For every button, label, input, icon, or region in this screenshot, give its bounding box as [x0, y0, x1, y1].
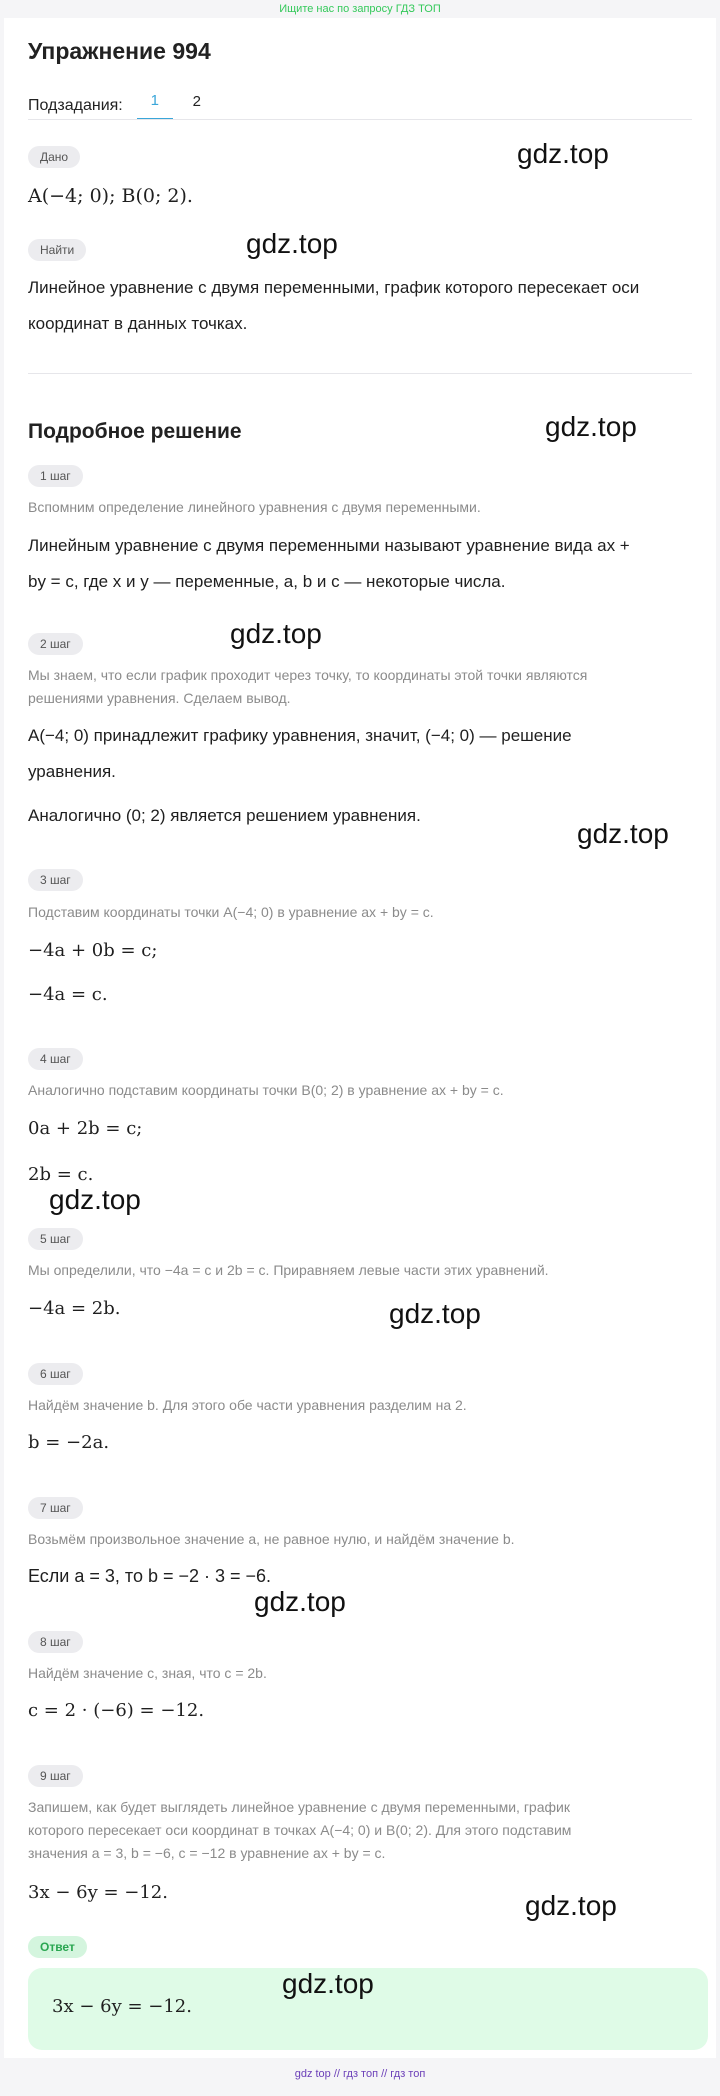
answer-label: Ответ — [28, 1936, 87, 1958]
step-2-line1: A(−4; 0) принадлежит графику уравнения, значит, (−4; 0) — решение — [28, 726, 572, 745]
find-label: Найти — [28, 239, 86, 261]
step-1-hint: Вспомним определение линейного уравнения с двумя переменными. — [28, 499, 481, 515]
step-1-line1: Линейным уравнение с двумя переменными называют уравнение вида ax + — [28, 536, 630, 555]
step-4-label: 4 шаг — [28, 1048, 83, 1070]
subtasks-label: Подзадания: — [28, 97, 123, 114]
subtask-tab-1[interactable]: 1 — [137, 92, 173, 120]
watermark: gdz.top — [49, 1184, 141, 1215]
footer-links[interactable]: gdz top // гдз топ // гдз топ — [294, 2068, 426, 2080]
step-3-eq2: −4a = c. — [28, 984, 108, 1005]
step-5-eq1: −4a = 2b. — [28, 1298, 121, 1319]
step-2-line3: Аналогично (0; 2) является решением уравнения. — [28, 806, 421, 825]
step-8-eq1: c = 2 · (−6) = −12. — [28, 1700, 205, 1721]
watermark: gdz.top — [525, 1890, 617, 1921]
step-8-label: 8 шаг — [28, 1631, 83, 1653]
subtasks-bar — [28, 92, 221, 120]
watermark: gdz.top — [246, 228, 338, 259]
step-9-eq1: 3x − 6y = −12. — [28, 1882, 168, 1903]
step-9-label: 9 шаг — [28, 1765, 83, 1787]
step-8-hint: Найдём значение c, зная, что c = 2b. — [28, 1665, 267, 1681]
exercise-card — [4, 18, 716, 2058]
watermark: gdz.top — [230, 618, 322, 649]
section-divider — [28, 373, 692, 374]
step-4-eq2: 2b = c. — [28, 1164, 94, 1185]
step-2-label: 2 шаг — [28, 633, 83, 655]
subtask-tab-2[interactable]: 2 — [192, 93, 201, 110]
step-7-hint: Возьмём произвольное значение a, не равное нулю, и найдём значение b. — [28, 1531, 515, 1547]
watermark: gdz.top — [254, 1586, 346, 1617]
step-9-hint-line2: которого пересекает оси координат в точках A(−4; 0) и B(0; 2). Для этого подставим — [28, 1822, 572, 1838]
step-4-eq1: 0a + 2b = c; — [28, 1118, 143, 1139]
watermark: gdz.top — [517, 138, 609, 169]
top-banner[interactable]: Ищите нас по запросу ГДЗ ТОП — [279, 3, 441, 15]
step-1-label: 1 шаг — [28, 465, 83, 487]
step-3-label: 3 шаг — [28, 869, 83, 891]
step-2-hint-line2: решениями уравнения. Сделаем вывод. — [28, 690, 291, 706]
step-6-eq1: b = −2a. — [28, 1432, 110, 1453]
step-5-hint: Мы определили, что −4a = c и 2b = c. Приравняем левые части этих уравнений. — [28, 1262, 549, 1278]
step-1-line2: by = c, где x и y — переменные, a, b и c — некоторые числа. — [28, 572, 506, 591]
page-title: Упражнение 994 — [28, 38, 211, 64]
step-9-hint-line1: Запишем, как будет выглядеть линейное уравнение с двумя переменными, график — [28, 1799, 570, 1815]
step-5-label: 5 шаг — [28, 1228, 83, 1250]
watermark: gdz.top — [282, 1968, 374, 1999]
find-text-line1: Линейное уравнение с двумя переменными, график которого пересекает оси — [28, 278, 640, 297]
step-6-label: 6 шаг — [28, 1363, 83, 1385]
step-3-hint: Подставим координаты точки A(−4; 0) в уравнение ax + by = c. — [28, 904, 434, 920]
step-7-label: 7 шаг — [28, 1497, 83, 1519]
answer-eq: 3x − 6y = −12. — [52, 1996, 192, 2017]
watermark: gdz.top — [545, 411, 637, 442]
step-4-hint: Аналогично подставим координаты точки B(0; 2) в уравнение ax + by = c. — [28, 1082, 504, 1098]
watermark: gdz.top — [577, 818, 669, 849]
step-6-hint: Найдём значение b. Для этого обе части уравнения разделим на 2. — [28, 1397, 467, 1413]
find-text-line2: координат в данных точках. — [28, 314, 248, 333]
step-2-line2: уравнения. — [28, 762, 116, 781]
step-3-eq1: −4a + 0b = c; — [28, 940, 158, 961]
step-2-hint-line1: Мы знаем, что если график проходит через точку, то координаты этой точки являются — [28, 667, 588, 683]
step-9-hint-line3: значения a = 3, b = −6, c = −12 в уравнение ax + by = c. — [28, 1845, 386, 1861]
given-text: A(−4; 0); B(0; 2). — [28, 185, 193, 207]
step-7-eq1: Если a = 3, то b = −2 · 3 = −6. — [28, 1566, 272, 1586]
watermark: gdz.top — [389, 1298, 481, 1329]
tab-divider — [28, 119, 692, 120]
solution-title: Подробное решение — [28, 420, 242, 443]
given-label: Дано — [28, 146, 80, 168]
